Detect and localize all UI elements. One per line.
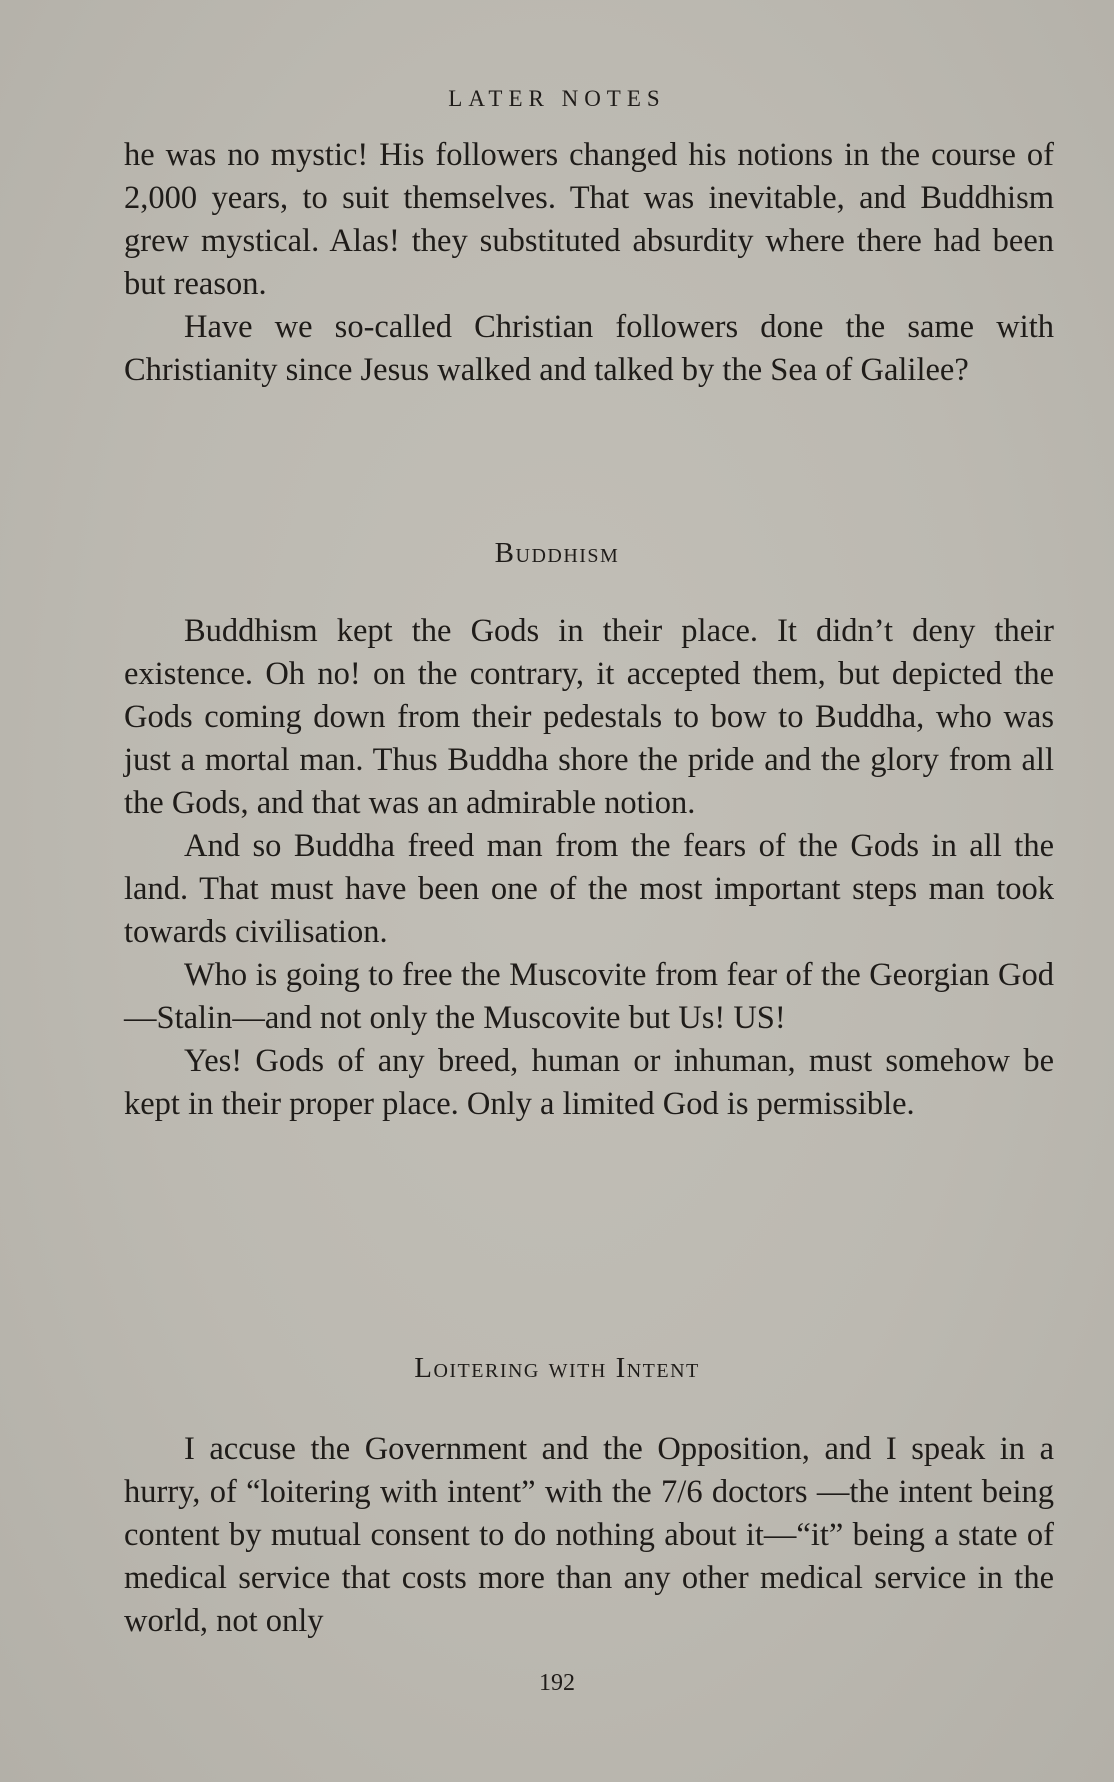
section-title-loitering: Loitering with Intent (414, 1352, 700, 1384)
paragraph: Have we so-called Christian followers done the same with Christianity since Jesus walked and talked by the Sea of Galilee? (124, 309, 1054, 388)
paragraph: he was no mystic! His followers changed his notions in the course of 2,000 years, to suit themselves. That was inevitable, and Buddhism grew mystical. Alas! they substituted absurdity where there had been but reason. (124, 137, 1054, 302)
section-body-loitering (124, 1428, 1054, 1643)
paragraph: Yes! Gods of any breed, human or inhuman, must somehow be kept in their proper place. Only a limited God is permissible. (124, 1043, 1054, 1122)
section-title-buddhism: Buddhism (494, 537, 620, 569)
paragraph: I accuse the Government and the Opposition, and I speak in a hurry, of “loitering with intent” with the 7/6 doctors —the intent being content by mutual consent to do nothing about it—“it” being a state of medical service that costs more than any other medical service in the world, not only (124, 1431, 1054, 1639)
paragraph: And so Buddha freed man from the fears of the Gods in all the land. That must have been one of the most important steps man took towards civilisation. (124, 828, 1054, 950)
continuation-text (124, 134, 1054, 392)
section-body-buddhism (124, 610, 1054, 1126)
page-number: 192 (539, 1670, 575, 1696)
paragraph: Who is going to free the Muscovite from fear of the Georgian God—Stalin—and not only the Muscovite but Us! US! (124, 957, 1054, 1036)
running-head: LATER NOTES (448, 86, 666, 111)
paragraph: Buddhism kept the Gods in their place. It didn’t deny their existence. Oh no! on the contrary, it accepted them, but depicted the Gods coming down from their pedestals to bow to Buddha, who was just a mortal man. Thus Buddha shore the pride and the glory from all the Gods, and that was an admirable notion. (124, 613, 1054, 821)
